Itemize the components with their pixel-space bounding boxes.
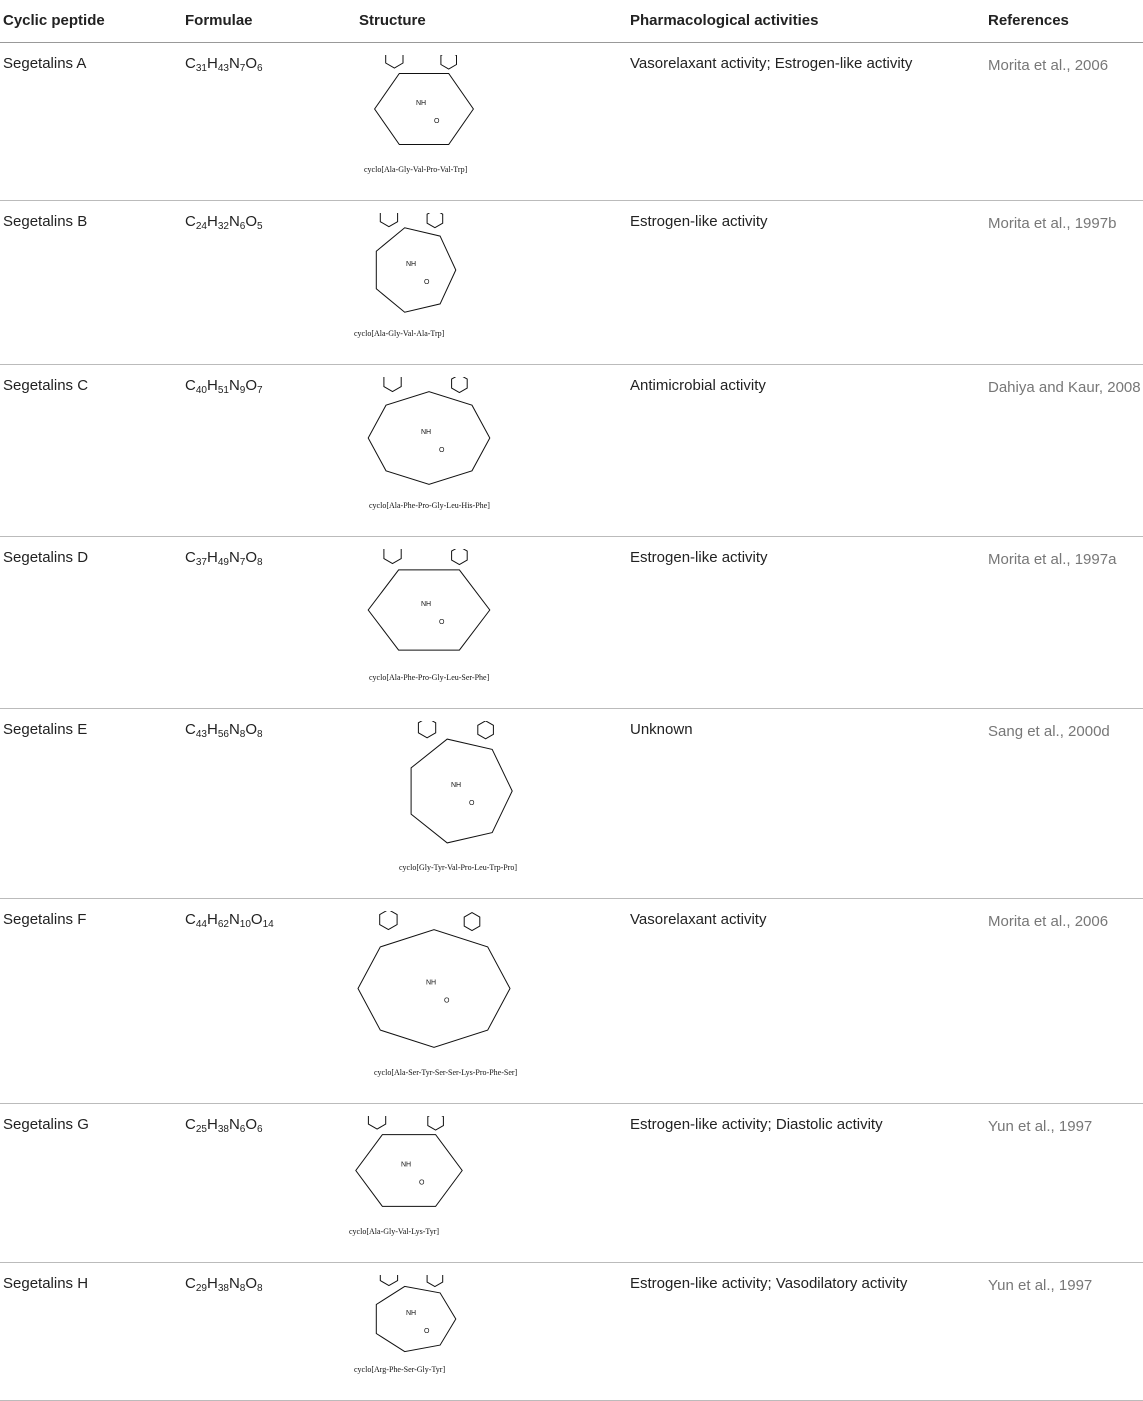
pharmacological-activity: Unknown	[627, 709, 985, 899]
pharmacological-activity: Estrogen-like activity; Vasodilatory activity	[627, 1263, 985, 1401]
formula-element: O	[245, 1116, 258, 1133]
formula-count: 8	[239, 1283, 246, 1294]
formula-element: N	[228, 213, 240, 230]
formula-element: C	[185, 377, 196, 394]
formula-element: C	[185, 721, 196, 738]
structure-caption: cyclo[Ala-Phe-Pro-Gly-Leu-Ser-Phe]	[369, 673, 490, 682]
formula-count: 5	[257, 221, 263, 232]
svg-text:NH: NH	[406, 261, 417, 268]
formula-element: O	[245, 377, 258, 394]
formula-count: 10	[239, 919, 251, 930]
formula-count: 62	[217, 919, 229, 930]
svg-text:O: O	[424, 279, 430, 286]
formula-element: C	[185, 1116, 196, 1133]
formula-element: O	[245, 55, 258, 72]
header-activities: Pharmacological activities	[627, 0, 985, 43]
structure-caption: cyclo[Ala-Gly-Val-Ala-Trp]	[354, 329, 445, 338]
table-row	[0, 365, 1143, 537]
formula-count: 40	[195, 385, 207, 396]
formula-count: 43	[195, 729, 207, 740]
reference-link[interactable]: Morita et al., 1997a	[985, 537, 1143, 709]
structure-caption: cyclo[Ala-Phe-Pro-Gly-Leu-His-Phe]	[369, 501, 490, 510]
formula-count: 7	[239, 557, 246, 568]
structure-caption: cyclo[Ala-Gly-Val-Pro-Val-Trp]	[364, 165, 468, 174]
peptide-name: Segetalins E	[0, 709, 182, 899]
svg-text:O: O	[419, 1179, 425, 1187]
formula	[182, 365, 356, 537]
pharmacological-activity: Antimicrobial activity	[627, 365, 985, 537]
formula-element: N	[228, 721, 240, 738]
svg-text:NH: NH	[421, 429, 432, 436]
formula-count: 32	[217, 221, 229, 232]
table-row	[0, 43, 1143, 201]
peptide-name: Segetalins G	[0, 1104, 182, 1263]
formula-element: H	[206, 55, 218, 72]
svg-text:O: O	[439, 447, 445, 454]
structure-cell	[356, 709, 627, 899]
formula-element: C	[185, 55, 196, 72]
header-row	[0, 0, 1143, 43]
formula-count: 38	[217, 1124, 229, 1135]
reference-link[interactable]: Dahiya and Kaur, 2008	[985, 365, 1143, 537]
pharmacological-activity: Estrogen-like activity	[627, 537, 985, 709]
formula-element: O	[245, 213, 258, 230]
table-row	[0, 1263, 1143, 1401]
formula-element: O	[245, 1275, 258, 1292]
table-row	[0, 1104, 1143, 1263]
formula	[182, 709, 356, 899]
formula-element: C	[185, 911, 196, 928]
formula-element: N	[228, 1275, 240, 1292]
formula	[182, 201, 356, 365]
formula	[182, 1104, 356, 1263]
header-structure: Structure	[356, 0, 627, 43]
pharmacological-activity: Vasorelaxant activity	[627, 899, 985, 1104]
formula-count: 49	[217, 557, 229, 568]
formula-element: N	[228, 1116, 240, 1133]
formula-count: 8	[257, 729, 263, 740]
formula-element: H	[206, 213, 218, 230]
formula-count: 6	[257, 1124, 263, 1135]
formula-count: 29	[195, 1283, 207, 1294]
formula-element: O	[245, 549, 258, 566]
structure-caption: cyclo[Ala-Gly-Val-Lys-Tyr]	[349, 1227, 440, 1236]
formula	[182, 43, 356, 201]
formula-count: 6	[239, 221, 246, 232]
formula-count: 8	[257, 557, 263, 568]
formula-count: 51	[217, 385, 229, 396]
formula-element: N	[228, 377, 240, 394]
formula	[182, 899, 356, 1104]
peptide-name: Segetalins H	[0, 1263, 182, 1401]
table-row	[0, 537, 1143, 709]
chemical-structure-image	[389, 721, 529, 861]
formula-element: H	[206, 1116, 218, 1133]
chemical-structure-image	[359, 55, 489, 163]
svg-text:NH: NH	[401, 1161, 412, 1169]
reference-link[interactable]: Yun et al., 1997	[985, 1263, 1143, 1401]
formula-count: 14	[262, 919, 274, 930]
peptide-name: Segetalins C	[0, 365, 182, 537]
structure-cell	[356, 537, 627, 709]
formula-count: 31	[195, 63, 207, 74]
pharmacological-activity: Estrogen-like activity	[627, 201, 985, 365]
structure-caption: cyclo[Ala-Ser-Tyr-Ser-Ser-Lys-Pro-Phe-Ser]	[374, 1068, 518, 1077]
reference-link[interactable]: Yun et al., 1997	[985, 1104, 1143, 1263]
formula-element: O	[245, 721, 258, 738]
formula-count: 24	[195, 221, 207, 232]
formula-count: 7	[257, 385, 263, 396]
reference-link[interactable]: Morita et al., 1997b	[985, 201, 1143, 365]
chemical-structure-image	[334, 911, 534, 1066]
chemical-structure-image	[359, 1275, 469, 1363]
chemical-structure-image	[349, 377, 509, 499]
table-row	[0, 709, 1143, 899]
structure-cell	[356, 899, 627, 1104]
chemical-structure-image	[359, 213, 469, 327]
formula	[182, 1263, 356, 1401]
formula-element: H	[206, 549, 218, 566]
structure-cell	[356, 201, 627, 365]
formula-element: N	[228, 911, 240, 928]
svg-text:O: O	[469, 800, 475, 807]
pharmacological-activity: Vasorelaxant activity; Estrogen-like activity	[627, 43, 985, 201]
pharmacological-activity: Estrogen-like activity; Diastolic activity	[627, 1104, 985, 1263]
svg-text:NH: NH	[426, 979, 437, 987]
peptide-name: Segetalins A	[0, 43, 182, 201]
structure-cell	[349, 1104, 627, 1263]
formula-element: N	[228, 549, 240, 566]
formula-element: H	[206, 911, 218, 928]
svg-text:O: O	[439, 619, 445, 626]
structure-caption: cyclo[Arg-Phe-Ser-Gly-Tyr]	[354, 1365, 446, 1374]
formula-count: 37	[195, 557, 207, 568]
header-references: References	[985, 0, 1143, 43]
svg-text:NH: NH	[406, 1310, 417, 1317]
structure-cell	[356, 365, 627, 537]
formula-element: C	[185, 213, 196, 230]
formula-count: 25	[195, 1124, 207, 1135]
reference-link[interactable]: Morita et al., 2006	[985, 43, 1143, 201]
svg-text:NH: NH	[421, 601, 432, 608]
header-formulae: Formulae	[182, 0, 356, 43]
formula-count: 6	[257, 63, 263, 74]
structure-caption: cyclo[Gly-Tyr-Val-Pro-Leu-Trp-Pro]	[399, 863, 518, 872]
chemical-structure-image	[349, 549, 509, 671]
formula-count: 6	[239, 1124, 246, 1135]
formula-element: C	[185, 549, 196, 566]
header-cyclic-peptide: Cyclic peptide	[0, 0, 182, 43]
formula-count: 9	[239, 385, 246, 396]
formula-count: 7	[239, 63, 246, 74]
formula-element: N	[228, 55, 240, 72]
svg-text:O: O	[444, 997, 450, 1005]
formula-count: 56	[217, 729, 229, 740]
table-row	[0, 201, 1143, 365]
formula-element: H	[206, 721, 218, 738]
formula-count: 43	[217, 63, 229, 74]
svg-text:O: O	[424, 1328, 430, 1335]
formula-count: 44	[195, 919, 207, 930]
formula-count: 38	[217, 1283, 229, 1294]
formula-count: 8	[257, 1283, 263, 1294]
table-row	[0, 899, 1143, 1104]
reference-link[interactable]: Morita et al., 2006	[985, 899, 1143, 1104]
formula-count: 8	[239, 729, 246, 740]
peptide-name: Segetalins F	[0, 899, 182, 1104]
formula	[182, 537, 356, 709]
formula-element: H	[206, 1275, 218, 1292]
structure-cell	[356, 1263, 627, 1401]
formula-element: H	[206, 377, 218, 394]
svg-text:O: O	[434, 118, 440, 125]
peptide-name: Segetalins D	[0, 537, 182, 709]
chemical-structure-image	[339, 1116, 479, 1225]
svg-text:NH: NH	[416, 100, 427, 107]
svg-text:NH: NH	[451, 782, 462, 789]
reference-link[interactable]: Sang et al., 2000d	[985, 709, 1143, 899]
peptide-name: Segetalins B	[0, 201, 182, 365]
structure-cell	[356, 43, 627, 201]
formula-element: C	[185, 1275, 196, 1292]
formula-element: O	[250, 911, 263, 928]
